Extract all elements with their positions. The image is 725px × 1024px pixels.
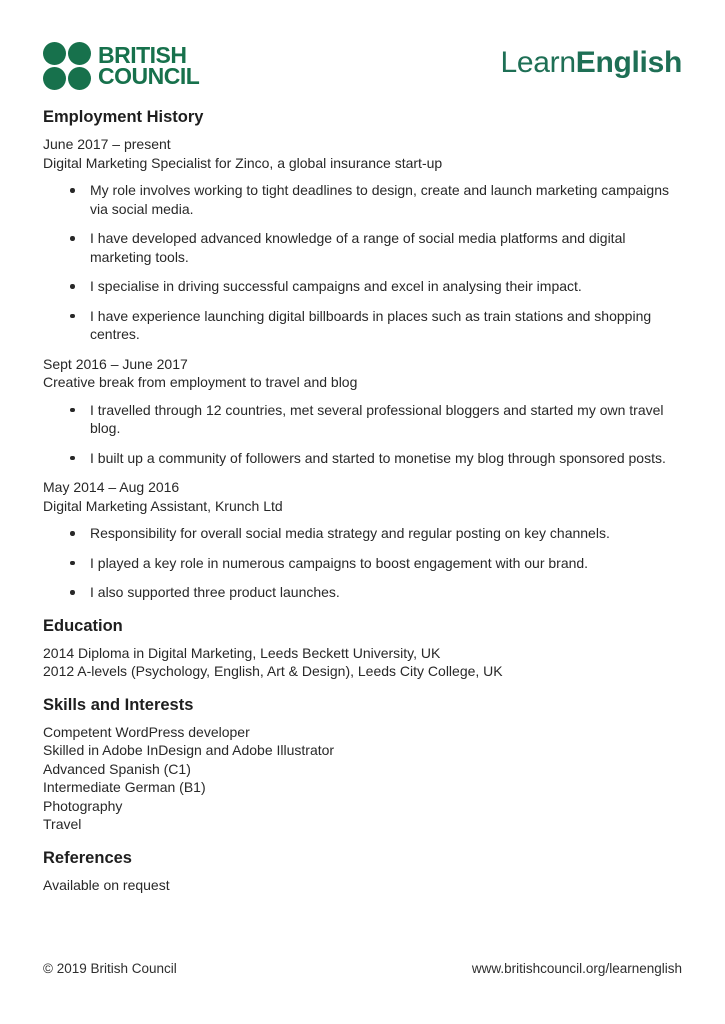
references-section (43, 848, 682, 895)
skills-heading: Skills and Interests (43, 695, 194, 714)
references-text: Available on request (43, 876, 170, 893)
job-title: Digital Marketing Assistant, Krunch Ltd (43, 497, 283, 514)
job-entry (43, 355, 682, 468)
job-title: Digital Marketing Specialist for Zinco, a global insurance start-up (43, 154, 443, 171)
job-entry (43, 135, 682, 344)
references-heading: References (43, 848, 132, 867)
page-header (43, 42, 682, 90)
skills-section (43, 695, 682, 834)
page-footer (43, 960, 682, 977)
job-dates: May 2014 – Aug 2016 (43, 479, 180, 495)
bullet-item: Responsibility for overall social media strategy and regular posting on key channels. (43, 524, 682, 543)
skill-item: Advanced Spanish (C1) (43, 760, 191, 777)
job-entry (43, 478, 682, 602)
job-dates: June 2017 – present (43, 136, 171, 152)
wordmark-line-1: BRITISH (98, 42, 187, 68)
job-bullet-list (43, 401, 682, 468)
job-dates: Sept 2016 – June 2017 (43, 355, 188, 372)
job-bullet-list (43, 181, 682, 344)
job-bullet-list (43, 524, 682, 602)
bullet-item: My role involves working to tight deadlines to design, create and launch marketing campaigns via social media. (43, 181, 682, 218)
copyright-text: © 2019 British Council (43, 961, 177, 976)
logo-dot-icon (68, 67, 91, 90)
education-item: 2014 Diploma in Digital Marketing, Leeds Beckett University, UK (43, 644, 441, 661)
bullet-item: I have experience launching digital billboards in places such as train stations and shopping centres. (43, 307, 682, 344)
learnenglish-logo-english: English (575, 46, 682, 79)
skill-item: Intermediate German (B1) (43, 779, 206, 795)
bullet-item: I also supported three product launches. (43, 583, 682, 602)
logo-dot-icon (43, 42, 66, 65)
employment-heading: Employment History (43, 108, 204, 126)
education-section (43, 616, 682, 681)
skill-item: Photography (43, 797, 123, 814)
learnenglish-logo-learn: Learn (500, 46, 576, 79)
bullet-item: I travelled through 12 countries, met several professional bloggers and started my own travel blog. (43, 401, 682, 438)
bullet-item: I built up a community of followers and started to monetise my blog through sponsored posts. (43, 449, 682, 468)
education-item: 2012 A-levels (Psychology, English, Art & Design), Leeds City College, UK (43, 663, 503, 679)
employment-section (43, 107, 682, 602)
skill-item: Travel (43, 816, 82, 832)
education-heading: Education (43, 616, 123, 635)
bullet-item: I played a key role in numerous campaigns to boost engagement with our brand. (43, 554, 682, 573)
british-council-dots-icon (43, 42, 91, 90)
job-title: Creative break from employment to travel and blog (43, 374, 358, 390)
website-url: www.britishcouncil.org/learnenglish (471, 961, 682, 976)
skill-item: Competent WordPress developer (43, 723, 250, 740)
logo-dot-icon (68, 42, 91, 65)
british-council-logo (43, 42, 199, 90)
british-council-wordmark (98, 42, 200, 89)
bullet-item: I have developed advanced knowledge of a range of social media platforms and digital marketing tools. (43, 229, 682, 266)
logo-dot-icon (43, 67, 66, 90)
skill-item: Skilled in Adobe InDesign and Adobe Illustrator (43, 742, 335, 758)
wordmark-line-2: COUNCIL (98, 63, 200, 89)
bullet-item: I specialise in driving successful campaigns and excel in analysing their impact. (43, 277, 682, 296)
learnenglish-logo (501, 46, 682, 80)
